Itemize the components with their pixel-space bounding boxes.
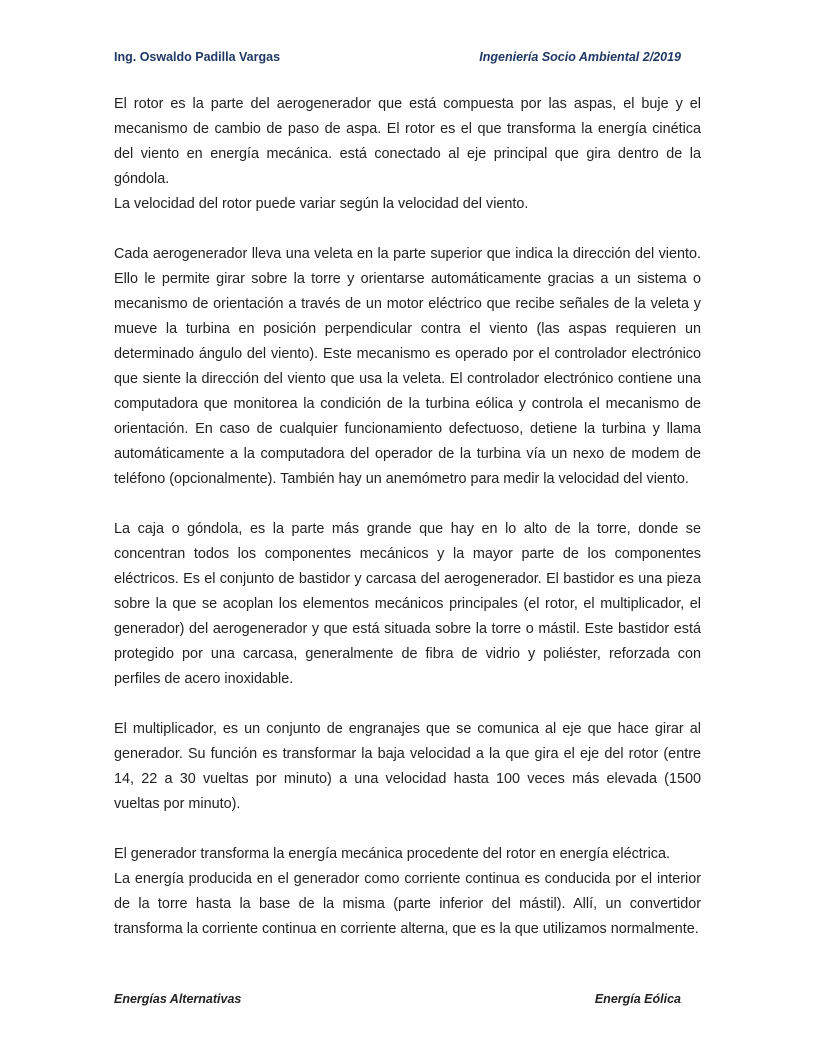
page-footer xyxy=(114,992,681,1006)
paragraph-line: El rotor es la parte del aerogenerador que está compuesta por las aspas, el buje y el mecanismo de cambio de paso de aspa. El rotor es el que transforma la energía cinética del viento en energía mecánica. está conectado al eje principal que gira dentro de la góndola. xyxy=(114,96,701,187)
paragraph-generador xyxy=(114,842,701,942)
document-body xyxy=(114,92,701,967)
footer-left: Energías Alternativas xyxy=(114,992,242,1006)
paragraph-multiplicador xyxy=(114,717,701,817)
paragraph-line: La velocidad del rotor puede variar según la velocidad del viento. xyxy=(114,196,529,212)
paragraph-line: La caja o góndola, es la parte más grande que hay en lo alto de la torre, donde se concentran todos los componentes mecánicos y la mayor parte de los componentes eléctricos. Es el conjunto de bastidor y carcasa del aerogenerador. El bastidor es una pieza sobre la que se acoplan los elementos mecánicos principales (el rotor, el multiplicador, el generador) del aerogenerador y que está situada sobre la torre o mástil. Este bastidor está protegido por una carcasa, generalmente de fibra de vidrio y poliéster, reforzada con perfiles de acero inoxidable. xyxy=(114,521,701,687)
paragraph-line: Cada aerogenerador lleva una veleta en la parte superior que indica la dirección del viento. Ello le permite girar sobre la torre y orientarse automáticamente gracias a un sistema o mecanismo de orientación a través de un motor eléctrico que recibe señales de la veleta y mueve la turbina en posición perpendicular contra el viento (las aspas requieren un determinado ángulo del viento). Este mecanismo es operado por el controlador electrónico que siente la dirección del viento que usa la veleta. El controlador electrónico contiene una computadora que monitorea la condición de la turbina eólica y controla el mecanismo de orientación. En caso de cualquier funcionamiento defectuoso, detiene la turbina y llama automáticamente a la computadora del operador de la turbina vía un nexo de modem de teléfono (opcionalmente). También hay un anemómetro para medir la velocidad del viento. xyxy=(114,246,701,487)
header-course: Ingeniería Socio Ambiental 2/2019 xyxy=(479,50,681,64)
paragraph-rotor xyxy=(114,92,701,217)
paragraph-line: El generador transforma la energía mecánica procedente del rotor en energía eléctrica. xyxy=(114,846,670,862)
paragraph-line: El multiplicador, es un conjunto de engranajes que se comunica al eje que hace girar al generador. Su función es transformar la baja velocidad a la que gira el eje del rotor (entre 14, 22 a 30 vueltas por minuto) a una velocidad hasta 100 veces más elevada (1500 vueltas por minuto). xyxy=(114,721,701,812)
footer-right: Energía Eólica xyxy=(594,992,681,1006)
paragraph-veleta xyxy=(114,242,701,492)
paragraph-gondola xyxy=(114,517,701,692)
page-header xyxy=(114,50,681,64)
paragraph-line: La energía producida en el generador como corriente continua es conducida por el interior de la torre hasta la base de la misma (parte inferior del mástil). Allí, un convertidor transforma la corriente continua en corriente alterna, que es la que utilizamos normalmente. xyxy=(114,871,701,937)
header-author: Ing. Oswaldo Padilla Vargas xyxy=(114,50,281,64)
